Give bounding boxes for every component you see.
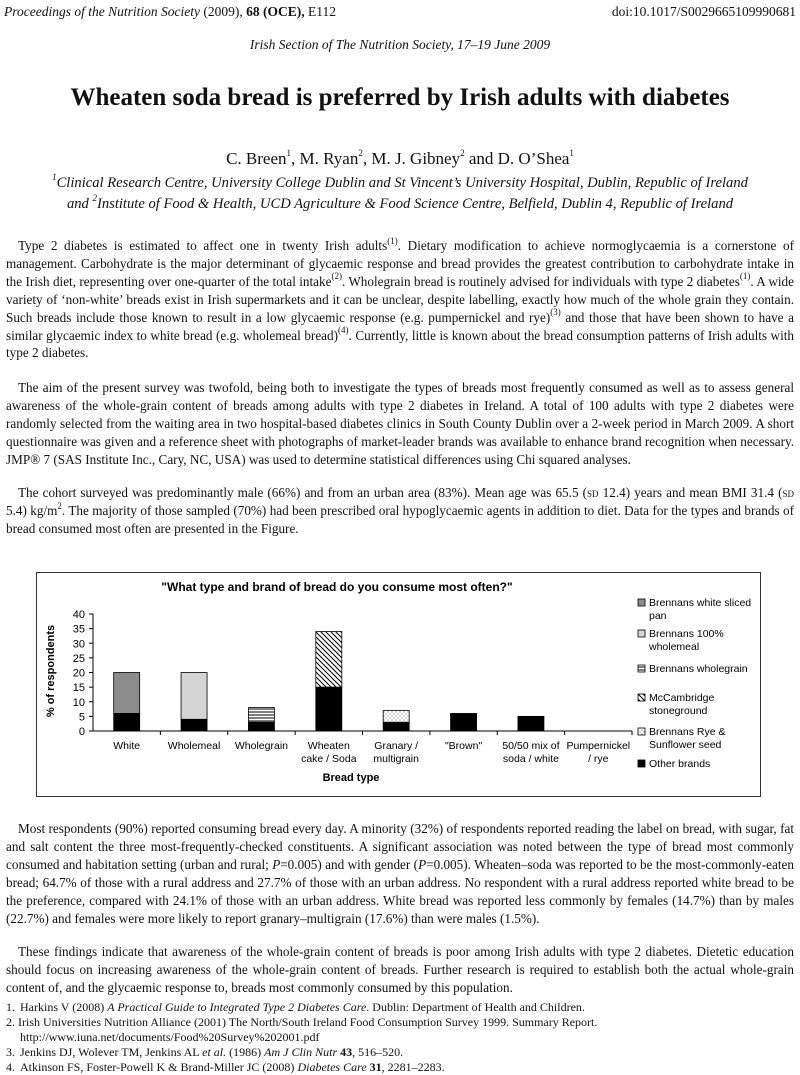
- x-tick-label: "Brown": [444, 740, 483, 752]
- x-tick-label: Granary /: [374, 740, 419, 752]
- paragraph-cohort: The cohort surveyed was predominantly male (66%) and from an urban area (83%). Mean age was 65.5 (sd 12.4) years and mean BMI 31.4 (sd 5.4) $kg/m^2$. The majority of those sampled (70%) had been prescribed oral hypoglycaemic agents in addition to diet. Data for the types and brands of bread consumed most often are presented in the Figure.: [6, 485, 794, 536]
- paper-title: Wheaten soda bread is preferred by Irish adults with diabetes: [70, 84, 730, 111]
- legend-label: Brennans white sliced: [649, 597, 752, 609]
- legend-swatch: [638, 630, 645, 637]
- journal-volume: 68: [246, 4, 260, 19]
- x-axis-label: Bread type: [322, 772, 380, 784]
- bar-segment: [248, 722, 274, 731]
- author-list: C. Breen$^1$, M. Ryan$^2$, M. J. Gibney$^2$ and D. O’Shea$^1$: [226, 148, 574, 168]
- paragraph-results: Most respondents (90%) reported consuming bread every day. A minority (32%) of respondents reported reading the label on bread, with sugar, fat and salt content the three most-frequently-checked constituents. A significant association was noted between the type of bread most commonly consumed and habitation setting (urban and rural; P=0.005) and with gender (P=0.005). Wheaten–soda was reported to be the most-commonly-eaten bread; 64.7% of those with a rural address and 27.7% of those with an urban address. No respondent with a rural address reported white bread to be the preference, compared with 24.1% of those with an urban address. White bread was reported less commonly by females (14.7%) than by males (22.7%) and females were more likely to report granary–multigrain (17.6%) than were males (1.5%).: [6, 821, 794, 926]
- reference-link[interactable]: Irish Universities Nutrition Alliance (2001) The North/South Ireland Food Consumption Survey 1999. Summary Report. http://www.iuna.net/documents/Food%20Survey%202001.pdf: [18, 1015, 598, 1044]
- chart-title: "What type and brand of bread do you consume most often?": [161, 580, 513, 594]
- bar-segment: [451, 713, 477, 731]
- bar-segment: [248, 708, 274, 723]
- journal-year: (2009),: [203, 4, 243, 19]
- x-tick-label: cake / Soda: [301, 753, 357, 765]
- running-header: [4, 4, 796, 22]
- reference-item: 3. Jenkins DJ, Wolever TM, Jenkins AL et al. (1986) Am J Clin Nutr 43, 516–520.: [6, 1045, 404, 1059]
- legend-label: Brennans wholegrain: [649, 663, 748, 675]
- x-tick-label: multigrain: [373, 753, 419, 765]
- journal-page: E112: [307, 4, 336, 19]
- bar-segment: [114, 713, 140, 731]
- bar-segment: [316, 687, 342, 731]
- y-tick-label: 20: [72, 667, 85, 680]
- conference-line: Irish Section of The Nutrition Society, 17–19 June 2009: [249, 37, 551, 52]
- author-affil-sup: 2: [460, 148, 465, 159]
- affiliations: [6, 173, 794, 215]
- legend-swatch: [638, 760, 645, 767]
- x-tick-label: soda / white: [502, 753, 559, 765]
- y-tick-label: 5: [78, 711, 85, 724]
- x-tick-label: Wholemeal: [167, 740, 221, 752]
- author-affil-sup: 2: [358, 148, 363, 159]
- paragraph-intro: Type 2 diabetes is estimated to affect one in twenty Irish adults$^{(1)}$. Dietary modification to achieve normoglycaemia is a cornerstone of management. Carbohydrate is the major determinant of glycaemic response and bread provides the greatest contribution to carbohydrate intake in the Irish diet, representing over one-quarter of the total intake$^{(2)}$. Wholegrain bread is routinely advised for individuals with type 2 diabetes$^{(1)}$. A wide variety of ‘non-white’ breads exist in Irish supermarkets and it can be unclear, despite labelling, exactly how much of the whole grain they contain. Such breads include those known to result in a low glycaemic response (e.g. pumpernickel and rye)$^{(3)}$ and those that have been shown to have a similar glycaemic index to white bread (e.g. wholemeal bread)$^{(4)}$. Currently, little is known about the bread consumption patterns of Irish adults with type 2 diabetes.: [6, 235, 794, 361]
- legend-label: pan: [649, 610, 667, 622]
- bar-segment: [316, 632, 342, 688]
- x-tick-label: Pumpernickel: [566, 740, 631, 752]
- author-affil-sup: 1: [569, 148, 574, 159]
- legend-label: Brennans Rye &: [649, 726, 726, 738]
- reference-list: [6, 1000, 794, 1075]
- x-tick-label: White: [113, 740, 141, 752]
- y-tick-label: 30: [72, 638, 85, 651]
- reference-item: 1. Harkins V (2008) A Practical Guide to Integrated Type 2 Diabetes Care. Dublin: Department of Health and Children.: [6, 1000, 585, 1014]
- figure: [36, 572, 761, 797]
- x-tick-label: Wheaten: [307, 740, 350, 752]
- author: M. Ryan: [299, 149, 359, 168]
- affiliation-2: and $^2$Institute of Food & Health, UCD Agriculture & Food Science Centre, Belfield, Dublin 4, Republic of Ireland: [66, 193, 734, 212]
- bar-segment: [114, 673, 140, 714]
- paragraph-aim: The aim of the present survey was twofold, being both to investigate the types of breads most frequently consumed as well as to assess general awareness of the whole-grain content of breads among adults with type 2 diabetes in Ireland. A total of 100 adults with type 2 diabetes were randomly selected from the waiting area in two hospital-based diabetes clinics in South County Dublin over a 2-week period in March 2009. A short questionnaire was given and a reference sheet with photographs of market-leader brands was available to enhance brand recognition when necessary. JMP® 7 (SAS Institute Inc., Cary, NC, USA) was used to determine statistical differences using Chi squared analyses.: [6, 380, 794, 467]
- y-axis-label: % of respondents: [45, 624, 57, 718]
- legend-swatch: [638, 728, 645, 735]
- journal-name: Proceedings of the Nutrition Society: [4, 4, 200, 19]
- legend-swatch: [638, 599, 645, 606]
- bar-segment: [181, 719, 207, 731]
- legend-swatch: [638, 694, 645, 701]
- x-tick-label: 50/50 mix of: [502, 740, 560, 752]
- journal-citation: [4, 4, 336, 20]
- reference-item: 4. Atkinson FS, Foster-Powell K & Brand-Miller JC (2008) Diabetes Care 31, 2281–2283.: [6, 1060, 445, 1074]
- bar-segment: [383, 711, 409, 723]
- reference-item: 2. Irish Universities Nutrition Alliance (2001) The North/South Ireland Food Consumption Survey 1999. Summary Report. http://www.iuna.net/documents/Food%20Survey%202001.pdf: [6, 1015, 598, 1044]
- author-affil-sup: 1: [286, 148, 291, 159]
- author: M. J. Gibney: [371, 149, 461, 168]
- bar-segment: [181, 673, 207, 720]
- legend-swatch: [638, 665, 645, 672]
- x-tick-label: / rye: [588, 753, 609, 765]
- author: D. O’Shea: [497, 149, 570, 168]
- legend-label: wholemeal: [649, 641, 700, 653]
- y-tick-label: 40: [72, 609, 85, 621]
- bar-segment: [383, 722, 409, 731]
- affiliation-1: $^1$Clinical Research Centre, University College Dublin and St Vincent’s University Hospital, Dublin, Republic of Ireland: [52, 172, 748, 191]
- journal-issue: (OCE),: [262, 4, 305, 19]
- y-tick-label: 10: [72, 696, 85, 709]
- legend-label: Sunflower seed: [649, 739, 722, 751]
- y-tick-label: 25: [72, 652, 85, 665]
- legend-label: Brennans 100%: [649, 628, 724, 640]
- author: C. Breen: [226, 149, 287, 168]
- paragraph-conclusion: These findings indicate that awareness of the whole-grain content of breads is poor among Irish adults with type 2 diabetes. Dietetic education should focus on increasing awareness of the whole-grain content of breads. Further research is required to establish both the actual whole-grain content of, and the glycaemic response to, breads most commonly consumed by this population.: [6, 944, 794, 995]
- y-tick-label: 35: [72, 623, 85, 636]
- bread-type-chart: [37, 573, 760, 796]
- bar-segment: [518, 716, 544, 731]
- legend-label: stoneground: [649, 705, 708, 717]
- legend-label: McCambridge: [649, 692, 715, 704]
- y-tick-label: 15: [72, 682, 85, 695]
- y-tick-label: 0: [78, 726, 85, 738]
- doi[interactable]: doi:10.1017/S0029665109990681: [611, 4, 796, 19]
- legend-label: Other brands: [649, 758, 711, 770]
- x-tick-label: Wholegrain: [234, 740, 288, 752]
